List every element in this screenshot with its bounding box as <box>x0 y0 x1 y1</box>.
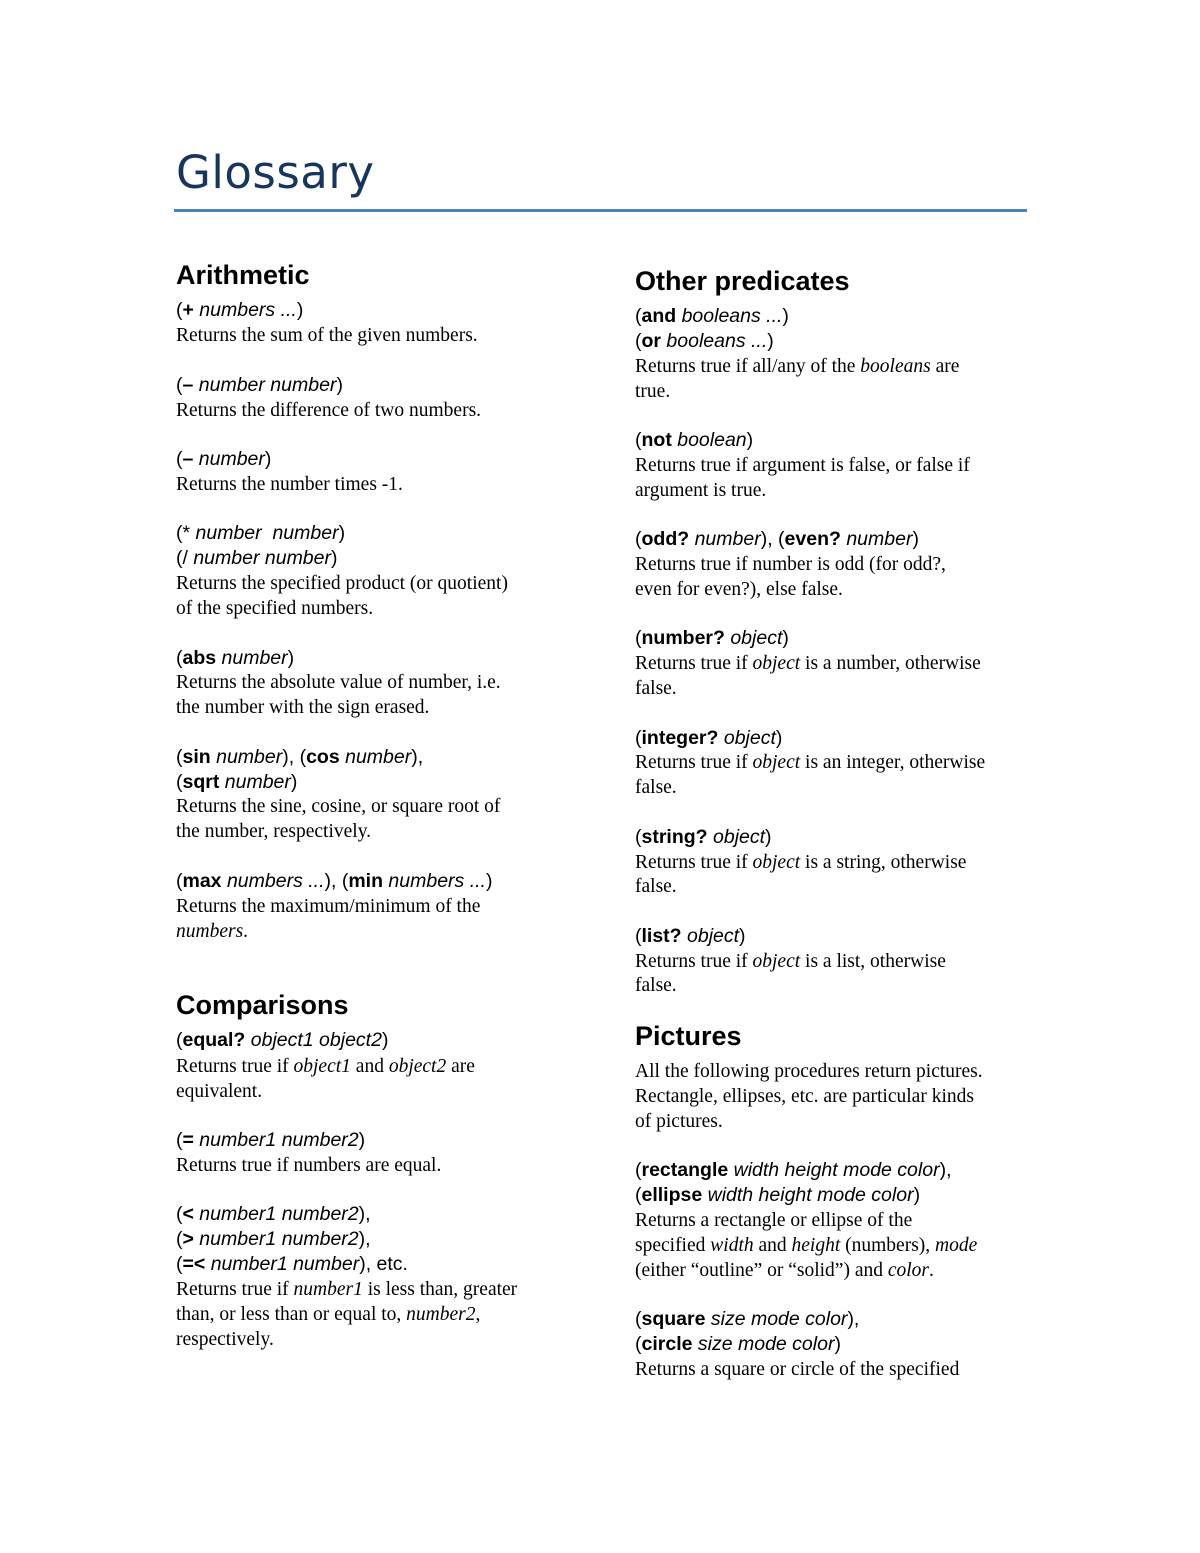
description-equal-p-2: equivalent. <box>176 1081 263 1102</box>
description-number-p-1: Returns true if object is a number, otherwise <box>635 653 981 674</box>
signature-equals: (= number1 number2) <box>176 1129 366 1151</box>
description-trig-2: the number, respectively. <box>176 821 372 842</box>
description-odd-even-2: even for even?), else false. <box>635 579 843 600</box>
signature-divide: (/ number number) <box>176 547 338 569</box>
signature-list-p: (list? object) <box>635 925 746 947</box>
signature-abs: (abs number) <box>176 647 295 669</box>
signature-less-equal: (=< number1 number), etc. <box>176 1253 408 1275</box>
description-max-min-2: numbers. <box>176 921 249 942</box>
description-list-p-1: Returns true if object is a list, otherwise <box>635 951 946 972</box>
description-and-or-2: true. <box>635 381 671 402</box>
section-heading-arithmetic: Arithmetic <box>176 260 310 290</box>
signature-rectangle: (rectangle width height mode color), <box>635 1159 952 1181</box>
description-equal-p-1: Returns true if object1 and object2 are <box>176 1056 475 1077</box>
description-times-divide-2: of the specified numbers. <box>176 598 374 619</box>
description-not-2: argument is true. <box>635 480 767 501</box>
description-max-min-1: Returns the maximum/minimum of the <box>176 896 481 917</box>
description-not-1: Returns true if argument is false, or false if <box>635 455 970 476</box>
signature-string-p: (string? object) <box>635 826 772 848</box>
signature-sin-cos: (sin number), (cos number), <box>176 746 424 768</box>
description-square-circle-1: Returns a square or circle of the specified <box>635 1359 960 1380</box>
description-abs-1: Returns the absolute value of number, i.e. <box>176 672 501 693</box>
description-abs-2: the number with the sign erased. <box>176 697 430 718</box>
description-and-or-1: Returns true if all/any of the booleans are <box>635 356 960 377</box>
signature-greater-than: (> number1 number2), <box>176 1228 371 1250</box>
description-comparison-3: respectively. <box>176 1329 274 1350</box>
section-heading-pictures: Pictures <box>635 1021 742 1051</box>
signature-sqrt: (sqrt number) <box>176 771 298 793</box>
description-comparison-1: Returns true if number1 is less than, greater <box>176 1279 518 1300</box>
signature-and: (and booleans ...) <box>635 305 789 327</box>
description-rectangle-ellipse-2: specified width and height (numbers), mode <box>635 1235 978 1256</box>
description-odd-even-1: Returns true if number is odd (for odd?, <box>635 554 946 575</box>
pictures-intro-1: All the following procedures return pictures. <box>635 1061 983 1082</box>
signature-circle: (circle size mode color) <box>635 1333 841 1355</box>
signature-ellipse: (ellipse width height mode color) <box>635 1184 921 1206</box>
signature-minus-binary: (– number number) <box>176 374 343 396</box>
description-rectangle-ellipse-1: Returns a rectangle or ellipse of the <box>635 1210 913 1231</box>
signature-not: (not boolean) <box>635 429 754 451</box>
pictures-intro-2: Rectangle, ellipses, etc. are particular kinds <box>635 1086 974 1107</box>
section-heading-other-predicates: Other predicates <box>635 266 850 296</box>
signature-equal-p: (equal? object1 object2) <box>176 1029 389 1051</box>
description-minus-binary: Returns the difference of two numbers. <box>176 400 482 421</box>
description-plus: Returns the sum of the given numbers. <box>176 325 478 346</box>
description-comparison-2: than, or less than or equal to, number2, <box>176 1304 481 1325</box>
signature-or: (or booleans ...) <box>635 330 774 352</box>
description-list-p-2: false. <box>635 975 677 996</box>
signature-plus: (+ numbers ...) <box>176 299 304 321</box>
description-integer-p-1: Returns true if object is an integer, otherwise <box>635 752 986 773</box>
title-rule <box>174 209 1027 212</box>
signature-max-min: (max numbers ...), (min numbers ...) <box>176 870 493 892</box>
signature-less-than: (< number1 number2), <box>176 1203 371 1225</box>
description-times-divide-1: Returns the specified product (or quotient) <box>176 573 508 594</box>
description-integer-p-2: false. <box>635 777 677 798</box>
signature-minus-unary: (– number) <box>176 448 272 470</box>
signature-odd-even: (odd? number), (even? number) <box>635 528 919 550</box>
description-rectangle-ellipse-3: (either “outline” or “solid”) and color. <box>635 1260 934 1281</box>
description-trig-1: Returns the sine, cosine, or square root of <box>176 796 501 817</box>
page-title: Glossary <box>176 146 375 199</box>
description-number-p-2: false. <box>635 678 677 699</box>
description-equals: Returns true if numbers are equal. <box>176 1155 442 1176</box>
signature-square: (square size mode color), <box>635 1308 860 1330</box>
signature-times: (* number number) <box>176 522 346 544</box>
section-heading-comparisons: Comparisons <box>176 990 349 1020</box>
description-string-p-2: false. <box>635 876 677 897</box>
signature-number-p: (number? object) <box>635 627 789 649</box>
pictures-intro-3: of pictures. <box>635 1111 723 1132</box>
description-string-p-1: Returns true if object is a string, otherwise <box>635 852 967 873</box>
description-minus-unary: Returns the number times -1. <box>176 474 403 495</box>
signature-integer-p: (integer? object) <box>635 727 783 749</box>
